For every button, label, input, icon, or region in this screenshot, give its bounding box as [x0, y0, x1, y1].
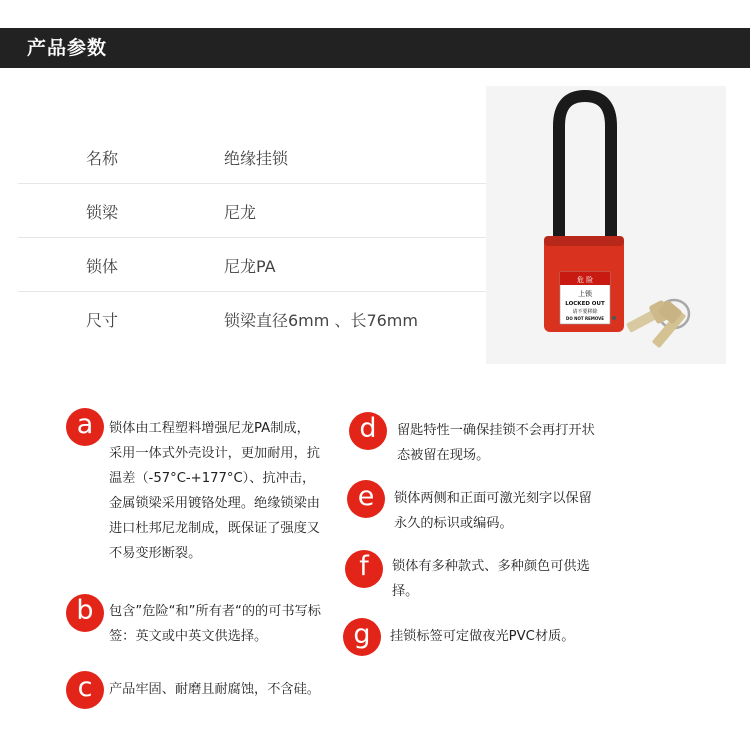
feature-text-f: 锁体有多种款式、多种颜色可供选择。: [392, 559, 590, 599]
shackle-shape: [559, 96, 611, 246]
spec-value: 锁梁直径6mm 、长76mm: [224, 311, 418, 330]
spec-value: 绝缘挂锁: [224, 149, 289, 168]
spec-row: [18, 184, 488, 238]
keyhole-shape: [612, 316, 616, 320]
tag-brand: 危 险: [576, 276, 594, 284]
feature-text-c: 产品牢固、耐磨且耐腐蚀，不含硅。: [109, 682, 320, 697]
feature-badge-b: b: [66, 594, 104, 632]
feature-d: [349, 412, 619, 472]
spec-value: 尼龙PA: [224, 257, 276, 276]
feature-e: [347, 480, 617, 540]
spec-label: 尺寸: [86, 311, 119, 330]
feature-badge-e: e: [347, 480, 385, 518]
spec-row: [18, 292, 488, 346]
feature-a: [66, 408, 336, 588]
feature-badge-c: c: [66, 671, 104, 709]
spec-row: [18, 238, 488, 292]
feature-text-g: 挂锁标签可定做夜光PVC材质。: [390, 629, 575, 644]
section-header: [0, 28, 750, 68]
feature-text-a: 锁体由工程塑料增强尼龙PA制成，采用一体式外壳设计，更加耐用，抗温差（-57°C-+177°C）、抗冲击，金属锁梁采用镀铬处理。绝缘锁梁由进口杜邦尼龙制成，既保证了强度又不易变形断裂。: [109, 421, 320, 561]
padlock-illustration: [486, 86, 726, 364]
tag-line1: LOCKED OUT: [565, 301, 605, 307]
lock-body-top: [544, 236, 624, 246]
spec-label: 名称: [86, 149, 119, 168]
feature-text-e: 锁体两侧和正面可激光刻字以保留永久的标识或编码。: [394, 491, 592, 531]
spec-value: 尼龙: [224, 203, 257, 222]
feature-badge-a: a: [66, 408, 104, 446]
section-title: 产品参数: [27, 37, 108, 59]
feature-b: [66, 594, 336, 674]
feature-badge-g: g: [343, 618, 381, 656]
feature-badge-f: f: [345, 550, 383, 588]
feature-text-b: 包含”危险“和”所有者“的的可书写标签：英文或中英文供选择。: [109, 604, 321, 644]
feature-text-d: 留匙特性一确保挂锁不会再打开状态被留在现场。: [397, 423, 595, 463]
tag-line2: 请不要移除: [572, 309, 598, 315]
tag-line3: DO NOT REMOVE: [566, 316, 604, 321]
feature-g: [343, 618, 623, 658]
feature-f: [345, 550, 615, 610]
spec-row: [18, 130, 488, 184]
spec-table: [18, 130, 488, 346]
spec-label: 锁梁: [86, 203, 119, 222]
feature-badge-d: d: [349, 412, 387, 450]
feature-c: [66, 671, 336, 731]
tag-title: 上锁: [578, 290, 592, 298]
product-photo: [486, 86, 726, 364]
spec-label: 锁体: [86, 257, 119, 276]
